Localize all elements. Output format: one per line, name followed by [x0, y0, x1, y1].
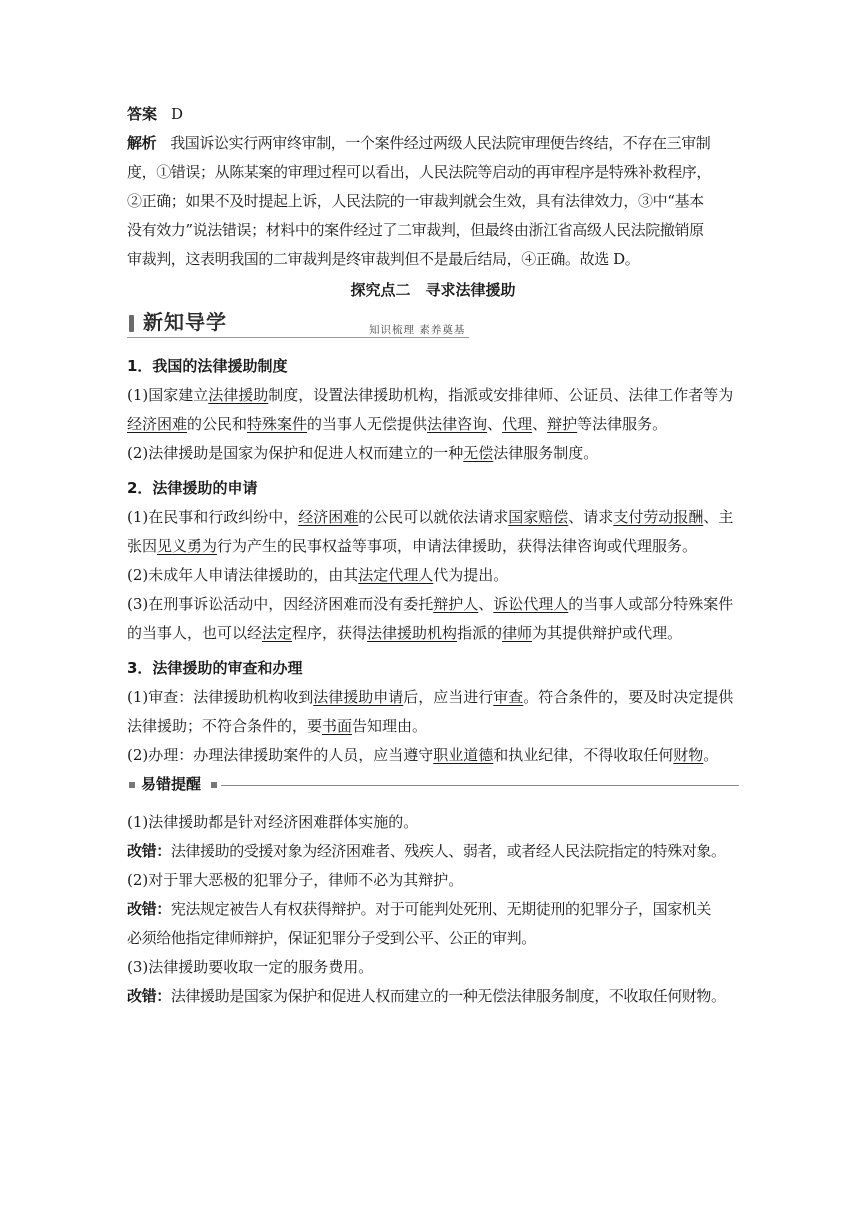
banner-title: 新知导学 [143, 310, 227, 334]
banner-subtitle: 知识梳理 素养奠基 [369, 324, 466, 336]
paragraph: (1)国家建立法律援助制度，设置法律援助机构，指派或安排律师、公证员、法律工作者等为 [127, 386, 734, 404]
paragraph: 法律援助；不符合条件的，要书面告知理由。 [127, 717, 428, 735]
correction: 改错：法律援助是国家为保护和促进人权而建立的一种无偿法律服务制度，不收取任何财物。 [127, 987, 726, 1005]
paragraph: 张因见义勇为行为产生的民事权益等事项，申请法律援助，获得法律咨询或代理服务。 [127, 537, 698, 555]
correction-continued: 必须给他指定律师辩护，保证犯罪分子受到公平、公正的审判。 [127, 929, 536, 947]
paragraph: (3)在刑事诉讼活动中，因经济困难而没有委托辩护人、诉讼代理人的当事人或部分特殊案件 [127, 595, 734, 613]
analysis-block [127, 129, 739, 274]
document-page [127, 100, 739, 1011]
heading-legal-aid-review: 3．法律援助的审查和办理 [127, 659, 303, 677]
paragraph: (2)办理：办理法律援助案件的人员，应当遵守职业道德和执业纪律，不得收取任何财物。 [127, 746, 719, 764]
answer-label: 答案 [127, 105, 158, 123]
paragraph: 经济困难的公民和特殊案件的当事人无偿提供法律咨询、代理、辩护等法律服务。 [127, 415, 668, 433]
error-item: (2)对于罪大恶极的犯罪分子，律师不必为其辩护。 [127, 871, 464, 889]
analysis-line: 度，①错误；从陈某案的审理过程可以看出，人民法院等启动的再审程序是特殊补救程序， [127, 163, 712, 181]
correction: 改错：法律援助的受援对象为经济困难者、残疾人、弱者，或者经人民法院指定的特殊对象。 [127, 842, 726, 860]
error-item: (1)法律援助都是针对经济困难群体实施的。 [127, 813, 419, 831]
paragraph: (2)法律援助是国家为保护和促进人权而建立的一种无偿法律服务制度。 [127, 444, 599, 462]
paragraph: 的当事人，也可以经法定程序，获得法律援助机构指派的律师为其提供辩护或代理。 [127, 624, 683, 642]
answer-value: D [171, 105, 184, 123]
analysis-line: 没有效力”说法错误；材料中的案件经过了二审裁判，但最终由浙江省高级人民法院撤销原 [127, 221, 704, 239]
square-bullet-icon [211, 782, 217, 788]
answer-line [127, 100, 739, 129]
heading-legal-aid-application: 2．法律援助的申请 [127, 479, 258, 497]
section-banner [127, 306, 739, 336]
correction: 改错：宪法规定被告人有权获得辩护。对于可能判处死刑、无期徒刑的犯罪分子，国家机关 [127, 900, 712, 918]
square-bullet-icon [129, 782, 135, 788]
analysis-line: 审裁判，这表明我国的二审裁判是终审裁判但不是最后结局，④正确。故选 D。 [127, 250, 640, 268]
heading-legal-aid-system: 1．我国的法律援助制度 [127, 357, 288, 375]
banner-rule [127, 337, 469, 338]
warning-banner [127, 772, 739, 802]
banner-bar-icon [129, 315, 134, 332]
paragraph: (1)在民事和行政纠纷中，经济困难的公民可以就依法请求国家赔偿、请求支付劳动报酬、主 [127, 508, 734, 526]
analysis-line: 解析 我国诉讼实行两审终审制，一个案件经过两级人民法院审理便告终结，不存在三审制 [127, 134, 711, 152]
warning-rule [221, 785, 739, 786]
error-item: (3)法律援助要收取一定的服务费用。 [127, 958, 374, 976]
analysis-line: ②正确；如果不及时提起上诉，人民法院的一审裁判就会生效，具有法律效力，③中“基本 [127, 192, 704, 210]
paragraph: (2)未成年人申请法律援助的，由其法定代理人代为提出。 [127, 566, 509, 584]
section-title: 探究点二 寻求法律援助 [350, 281, 516, 299]
warning-label: 易错提醒 [141, 775, 202, 793]
paragraph: (1)审查：法律援助机构收到法律援助申请后，应当进行审查。符合条件的，要及时决定提供 [127, 688, 734, 706]
analysis-label: 解析 [127, 134, 157, 152]
